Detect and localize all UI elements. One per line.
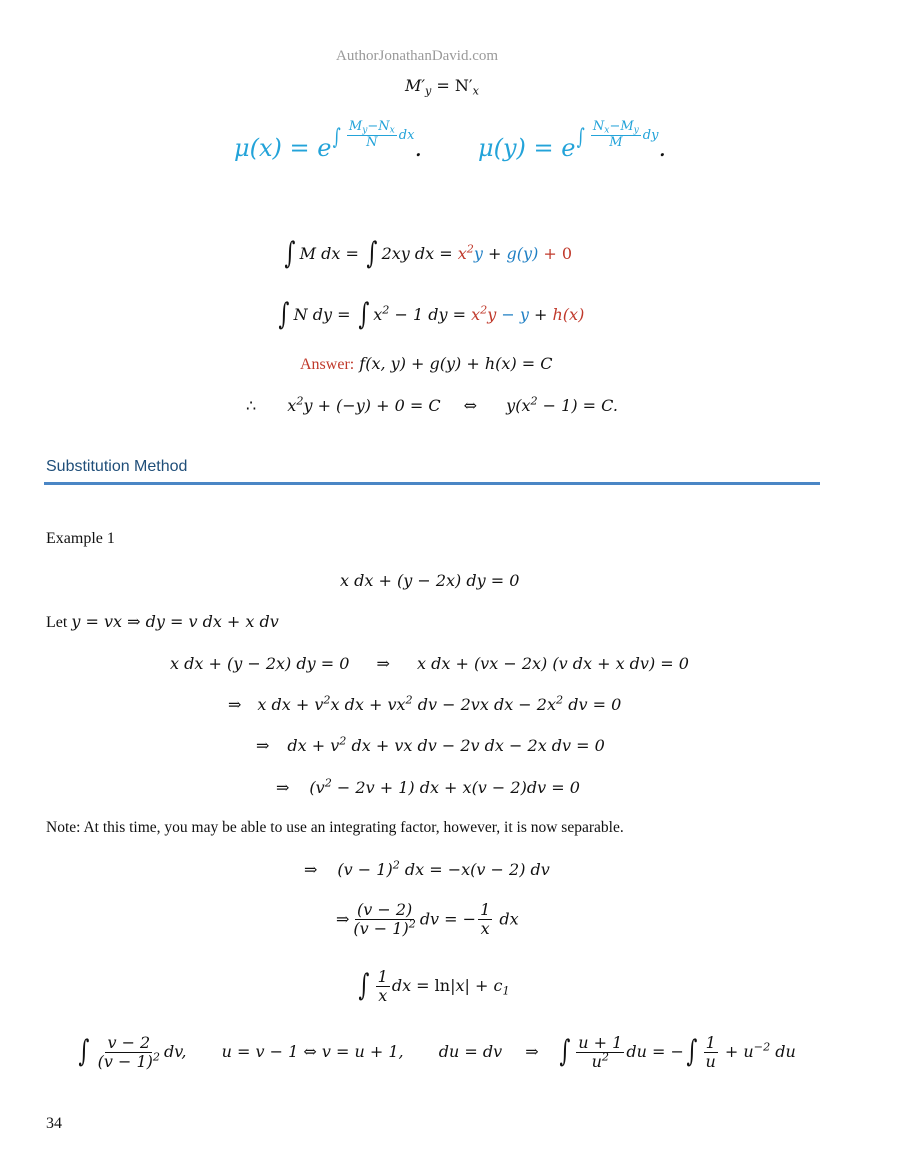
step7-den: x	[378, 986, 388, 1005]
mu-x-num-mid: −N	[367, 119, 390, 134]
mu-x-den: N	[366, 134, 378, 150]
step8-den: (v − 1)	[97, 1052, 153, 1071]
step8-den2: u	[591, 1052, 602, 1071]
step1-right: x dx + (vx − 2x) (v dx + x dv) = 0	[416, 654, 689, 673]
step8-num: v − 2	[107, 1032, 151, 1052]
step3-sup: 2	[339, 734, 347, 748]
n-result-x: x	[471, 305, 481, 324]
step-6	[336, 901, 519, 939]
mu-x-num-sub1: y	[362, 125, 368, 136]
mu-x-d: dx	[398, 127, 415, 143]
step8-fraction	[96, 1034, 162, 1072]
therefore-lhs-x: x	[287, 396, 297, 415]
mu-y-den: M	[609, 134, 623, 150]
mu-y-num: N	[592, 119, 605, 134]
exactness-lhs: M′	[405, 76, 426, 95]
step6-end: dx	[494, 909, 519, 929]
step8-den2-sup: 2	[601, 1050, 610, 1064]
step8-f: du	[770, 1042, 796, 1061]
m-result-plus: +	[482, 244, 507, 263]
answer-label: Answer:	[300, 356, 355, 373]
step8-fraction3	[704, 1034, 718, 1072]
mu-y-exponent	[575, 120, 658, 151]
step2-sup2: 2	[405, 693, 413, 707]
step6-mid: dv = −	[419, 909, 477, 929]
note-text: Note: At this time, you may be able to use an integrating factor, however, it is now separable.	[46, 819, 624, 836]
step2-b: x dx + vx	[330, 695, 406, 714]
step2-sup1: 2	[323, 693, 331, 707]
substitution-line	[46, 612, 279, 632]
exactness-lhs-sub: y	[425, 84, 432, 98]
mu-x-exponent	[331, 120, 414, 151]
n-result-x-sup: 2	[480, 303, 488, 317]
n-result-minus-y: − y	[496, 305, 529, 324]
step-2	[228, 695, 621, 714]
integral-sign: ∫	[278, 297, 290, 332]
m-result-y: y	[473, 244, 483, 263]
step7-sub: 1	[502, 984, 510, 998]
integral-sign: ∫	[358, 968, 370, 1003]
step2-c: dv − 2vx dx − 2x	[412, 695, 556, 714]
m-result-zero: + 0	[538, 244, 573, 263]
integral-sign: ∫	[78, 1034, 90, 1069]
therefore-rhs-b: − 1) = C.	[537, 396, 618, 415]
step3-b: dx + vx dv − 2v dx − 2x dv = 0	[346, 736, 605, 755]
mu-x-num-sub2: x	[389, 125, 395, 136]
exactness-rhs-sub: x	[472, 84, 479, 98]
step8-e-sup: −2	[753, 1040, 771, 1054]
step6-fraction2	[478, 901, 492, 939]
mu-x-period: .	[414, 133, 423, 162]
therefore-rhs-a: y(x	[506, 396, 531, 415]
step4-sup: 2	[324, 776, 332, 790]
mu-y-num-mid: −M	[609, 119, 634, 134]
step7-fraction	[376, 968, 390, 1006]
integral-sign: ∫	[686, 1034, 698, 1069]
step7-ln: ln	[434, 976, 451, 995]
m-result-g: g(y)	[506, 244, 539, 263]
m-result-x: x	[457, 244, 467, 263]
m-integrand2: 2xy dx =	[381, 244, 458, 263]
step7-a: dx =	[391, 976, 435, 995]
step2-sup3: 2	[556, 693, 564, 707]
answer-line	[300, 354, 553, 374]
step8-num3: 1	[705, 1032, 716, 1052]
step8-e: + u	[719, 1042, 754, 1061]
integral-n-line	[276, 293, 585, 332]
let-text: Let	[46, 614, 72, 631]
watermark: AuthorJonathanDavid.com	[336, 48, 499, 64]
step5-sup: 2	[392, 858, 400, 872]
step6-den-sup: 2	[408, 917, 416, 931]
integral-sign: ∫	[558, 1034, 570, 1069]
n-result-plus: +	[528, 305, 553, 324]
implies-arrow: ⇒	[276, 778, 290, 797]
let-math: y = vx ⇒ dy = v dx + x dv	[71, 612, 279, 631]
answer-body: f(x, y) + g(y) + h(x) = C	[354, 354, 553, 373]
step4-b: − 2v + 1) dx + x(v − 2)dv = 0	[331, 778, 580, 797]
step8-den3: u	[705, 1052, 716, 1071]
mu-y-period: .	[658, 133, 667, 162]
integral-sign: ∫	[357, 297, 369, 332]
mu-x-num: M	[348, 119, 363, 134]
mu-y-left: μ(y) = e	[478, 133, 576, 162]
example-label: Example 1	[46, 530, 115, 547]
integrating-factor-y	[478, 120, 666, 162]
implies-arrow: ⇒	[376, 654, 390, 673]
iff-symbol: ⇔	[463, 396, 478, 415]
implies-arrow: ⇒	[304, 860, 318, 879]
step-8	[76, 1030, 796, 1071]
example-equation: x dx + (y − 2x) dy = 0	[340, 571, 520, 590]
step-5	[304, 860, 550, 879]
m-integrand: M dx =	[299, 244, 364, 263]
implies-arrow: ⇒	[228, 695, 242, 714]
step-3	[256, 736, 605, 755]
step8-num2: u + 1	[578, 1032, 623, 1052]
n-integrand: N dy =	[293, 305, 356, 324]
exactness-eq: = N′	[431, 76, 473, 95]
n-result-h: h(x)	[552, 305, 585, 324]
step7-b: |x| + c	[450, 976, 503, 995]
step-4	[276, 778, 580, 797]
integral-m-line	[282, 232, 573, 271]
step6-num: (v − 2)	[356, 900, 413, 919]
section-heading: Substitution Method	[46, 458, 188, 475]
therefore-line	[246, 396, 618, 415]
step5-b: dx = −x(v − 2) dv	[399, 860, 550, 879]
integral-sign: ∫	[333, 124, 342, 150]
integral-sign: ∫	[577, 124, 586, 150]
implies-arrow: ⇒	[336, 909, 350, 929]
step1-left: x dx + (y − 2x) dy = 0	[170, 654, 350, 673]
exactness-condition	[405, 76, 479, 98]
m-result-x-sup: 2	[466, 242, 474, 256]
step6-num2: 1	[480, 900, 491, 919]
section-rule	[44, 482, 820, 485]
step8-fraction2	[576, 1034, 624, 1072]
step2-d: dv = 0	[563, 695, 622, 714]
integrating-factor-x	[234, 120, 422, 162]
step-7	[356, 964, 510, 1005]
implies-arrow: ⇒	[256, 736, 270, 755]
step8-a: dv,	[164, 1042, 187, 1061]
integral-sign: ∫	[366, 236, 378, 271]
n-integrand2-rest: − 1 dy =	[389, 305, 472, 324]
therefore-rhs-sup: 2	[530, 394, 538, 408]
mu-y-d: dy	[642, 127, 659, 143]
step-1	[170, 654, 689, 673]
n-result-y: y	[487, 305, 497, 324]
n-integrand2-x: x	[373, 305, 383, 324]
n-integrand2-sup: 2	[382, 303, 390, 317]
step6-den2: x	[480, 919, 490, 939]
step4-a: (v	[309, 778, 325, 797]
step3-a: dx + v	[287, 736, 340, 755]
mu-y-num-sub1: x	[604, 125, 610, 136]
step8-d: du = −	[626, 1042, 684, 1061]
step8-den-sup: 2	[152, 1050, 161, 1064]
therefore-lhs-rest: y + (−y) + 0 = C	[303, 396, 441, 415]
therefore-lhs-sup: 2	[296, 394, 304, 408]
step2-a: x dx + v	[257, 695, 324, 714]
implies-arrow: ⇒	[525, 1042, 539, 1061]
mu-x-left: μ(x) = e	[234, 133, 332, 162]
page-number: 34	[46, 1115, 62, 1132]
step8-c: du = dv	[438, 1042, 503, 1061]
therefore-symbol: ∴	[246, 396, 257, 415]
step7-num: 1	[377, 966, 388, 986]
step6-den: (v − 1)	[353, 919, 409, 939]
step5-a: (v − 1)	[337, 860, 393, 879]
step6-fraction	[351, 901, 417, 939]
step8-b: u = v − 1 ⇔ v = u + 1,	[221, 1042, 404, 1061]
integral-sign: ∫	[284, 236, 296, 271]
mu-y-num-sub2: y	[633, 125, 639, 136]
